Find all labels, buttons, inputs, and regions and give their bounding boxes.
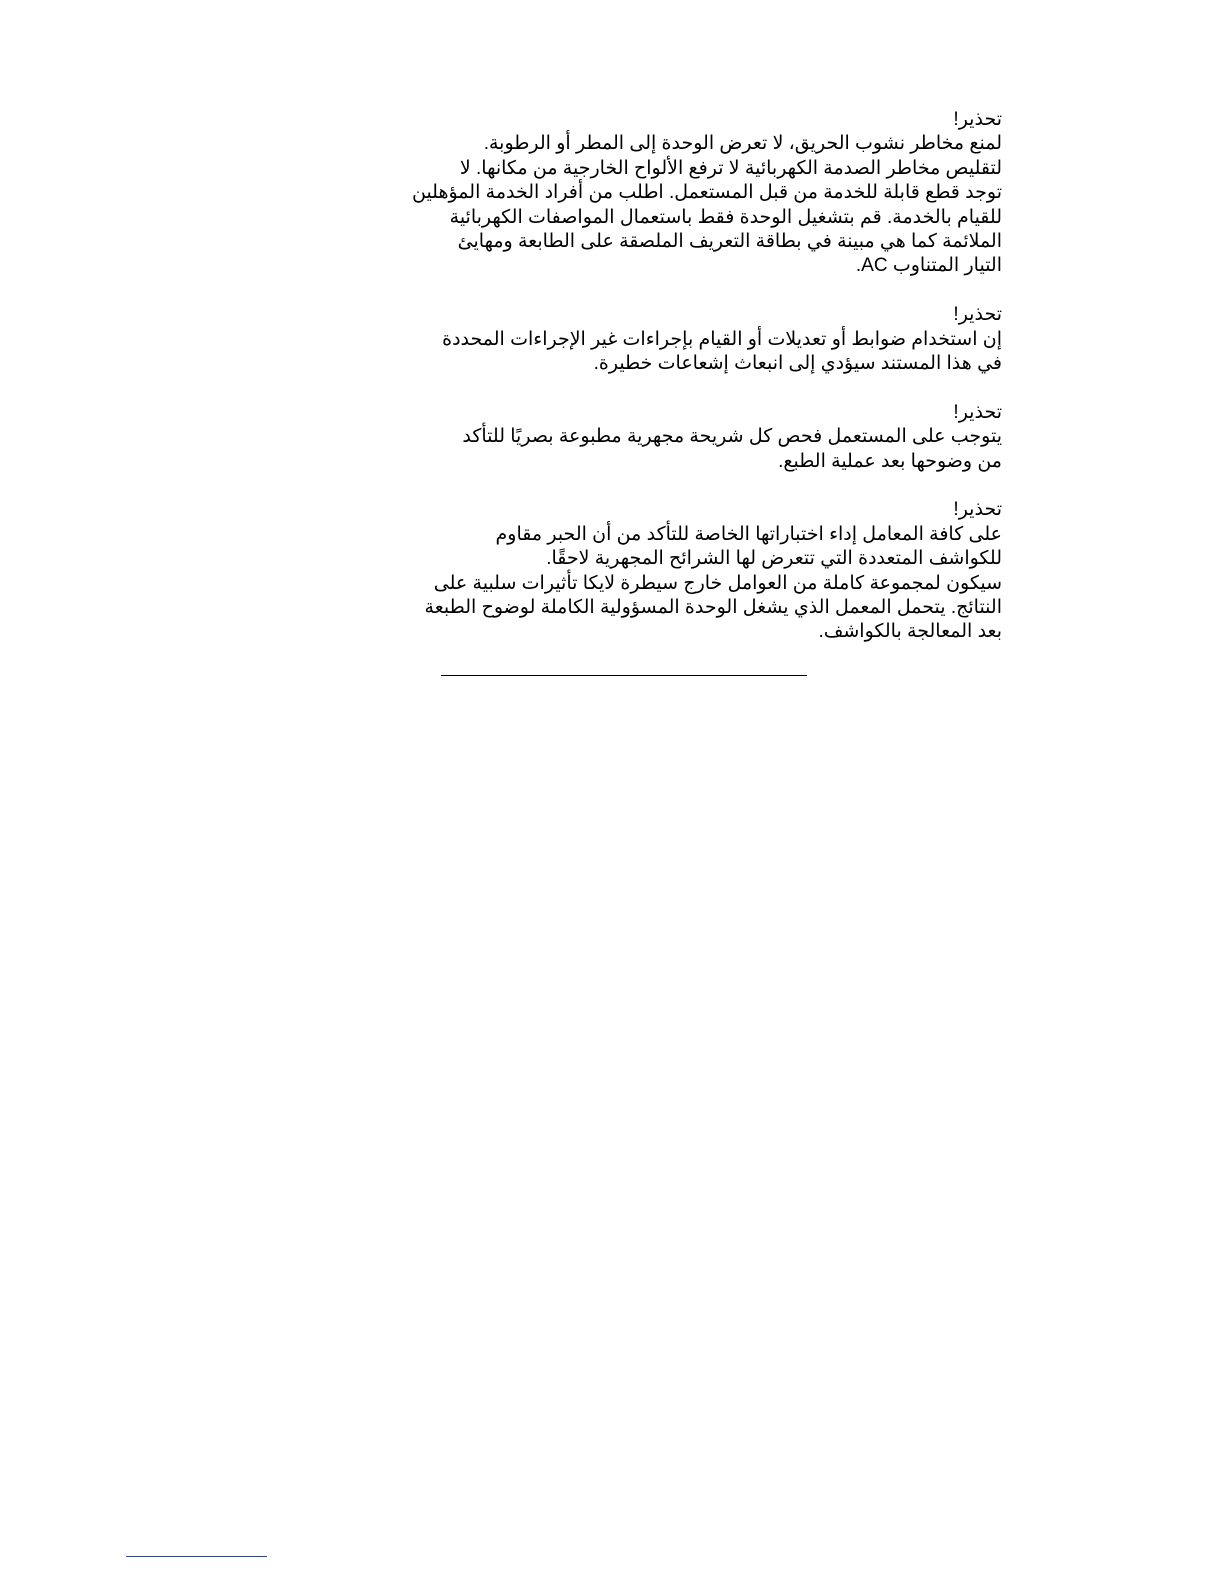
warning-block-fire xyxy=(411,108,1002,279)
warning-line: النتائج. يتحمل المعمل الذي يشغل الوحدة المسؤولية الكاملة لوضوح الطبعة xyxy=(424,597,1002,619)
warning-line: للكواشف المتعددة التي تتعرض لها الشرائح المجهرية لاحقًا. xyxy=(546,548,1002,570)
warning-line: بعد المعالجة بالكواشف. xyxy=(818,621,1002,643)
warning-line: التيار المتناوب AC. xyxy=(855,255,1002,277)
warning-line: في هذا المستند سيؤدي إلى انبعاث إشعاعات خطيرة. xyxy=(593,353,1002,375)
warning-title: تحذير! xyxy=(953,401,1002,423)
warning-block-ink-resistance xyxy=(424,498,1002,644)
warning-title: تحذير! xyxy=(953,109,1002,130)
warning-block-inspection xyxy=(462,401,1002,474)
warning-block-radiation xyxy=(442,303,1002,376)
warning-line: من وضوحها بعد عملية الطبع. xyxy=(778,450,1002,472)
warning-line: إن استخدام ضوابط أو تعديلات أو القيام بإجراءات غير الإجراءات المحددة xyxy=(442,328,1002,350)
warning-title: تحذير! xyxy=(953,499,1002,521)
warning-line: للقيام بالخدمة. قم بتشغيل الوحدة فقط باستعمال المواصفات الكهربائية xyxy=(449,206,1002,228)
warning-line: سيكون لمجموعة كاملة من العوامل خارج سيطرة لايكا تأثيرات سلبية على xyxy=(433,572,1002,594)
warning-line: لتقليص مخاطر الصدمة الكهربائية لا ترفع الألواح الخارجية من مكانها. لا xyxy=(459,157,1002,179)
warning-line: الملائمة كما هي مبينة في بطاقة التعريف الملصقة على الطابعة ومهايئ xyxy=(457,231,1002,253)
warning-line: لمنع مخاطر نشوب الحريق، لا تعرض الوحدة إلى المطر أو الرطوبة. xyxy=(483,133,1002,155)
section-divider xyxy=(441,675,807,676)
warning-line: يتوجب على المستعمل فحص كل شريحة مجهرية مطبوعة بصريًا للتأكد xyxy=(462,426,1002,448)
warning-title: تحذير! xyxy=(953,304,1002,326)
footer-link-underline xyxy=(126,1556,267,1557)
warning-line: توجد قطع قابلة للخدمة من قبل المستعمل. اطلب من أفراد الخدمة المؤهلين xyxy=(411,182,1002,204)
warnings-section xyxy=(411,108,1002,669)
warning-line: على كافة المعامل إداء اختباراتها الخاصة للتأكد من أن الحبر مقاوم xyxy=(495,523,1002,545)
